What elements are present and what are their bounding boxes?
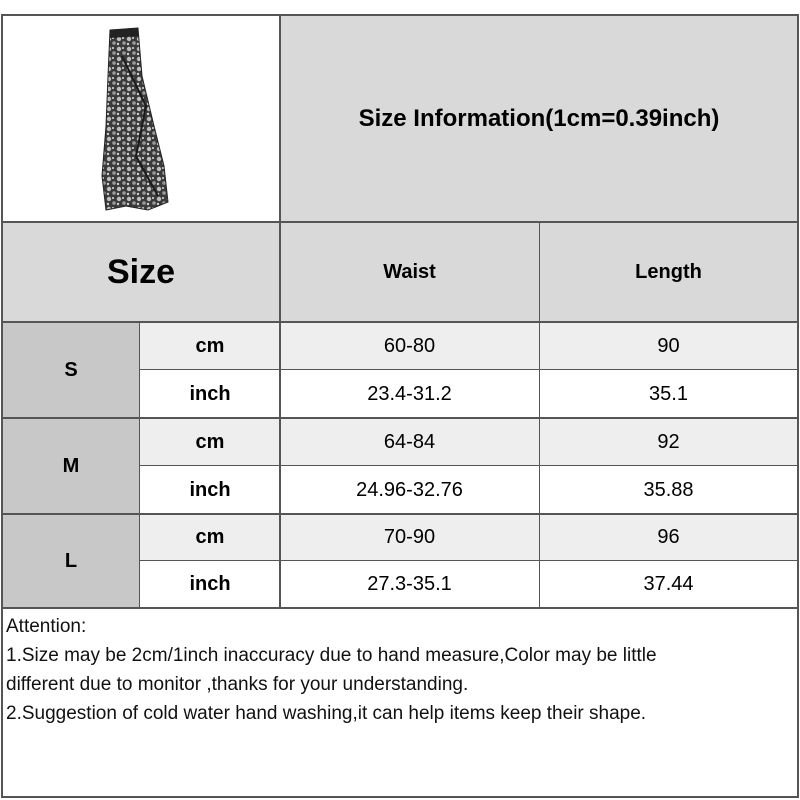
unit-label: cm	[195, 334, 225, 357]
unit-label: inch	[189, 573, 231, 595]
waist-value: 70-90	[383, 526, 436, 548]
length-value: 35.1	[649, 382, 688, 405]
size-label-s: S	[2, 322, 140, 418]
length-value: 96	[657, 526, 680, 548]
attention-heading: Attention:	[6, 616, 87, 637]
product-image	[36, 16, 244, 218]
waist-value: 60-80	[383, 334, 436, 357]
attention-line: different due to monitor ,thanks for your understanding.	[6, 674, 469, 695]
waist-value: 23.4-31.2	[367, 382, 452, 405]
unit-label: cm	[195, 430, 225, 453]
attention-line: 2.Suggestion of cold water hand washing,it can help items keep their shape.	[6, 703, 647, 724]
length-value: 37.44	[643, 573, 694, 595]
length-column-header: Length	[635, 260, 702, 283]
size-label-l: L	[2, 514, 140, 608]
lace-midi-skirt-image	[36, 16, 244, 218]
waist-value: 27.3-35.1	[367, 573, 452, 595]
unit-label: inch	[189, 382, 231, 405]
attention-line: 1.Size may be 2cm/1inch inaccuracy due to hand measure,Color may be little	[6, 645, 657, 666]
unit-label: cm	[195, 526, 225, 548]
length-value: 35.88	[643, 478, 694, 501]
size-info-title: Size Information(1cm=0.39inch)	[358, 105, 720, 132]
length-value: 92	[657, 430, 680, 453]
waist-value: 64-84	[383, 430, 436, 453]
length-value: 90	[657, 334, 680, 357]
waist-column-header: Waist	[383, 260, 436, 283]
waist-value: 24.96-32.76	[356, 478, 463, 501]
size-label-m: M	[2, 418, 140, 514]
size-column-header: Size	[106, 252, 176, 291]
unit-label: inch	[189, 478, 231, 501]
attention-notes	[6, 612, 792, 728]
